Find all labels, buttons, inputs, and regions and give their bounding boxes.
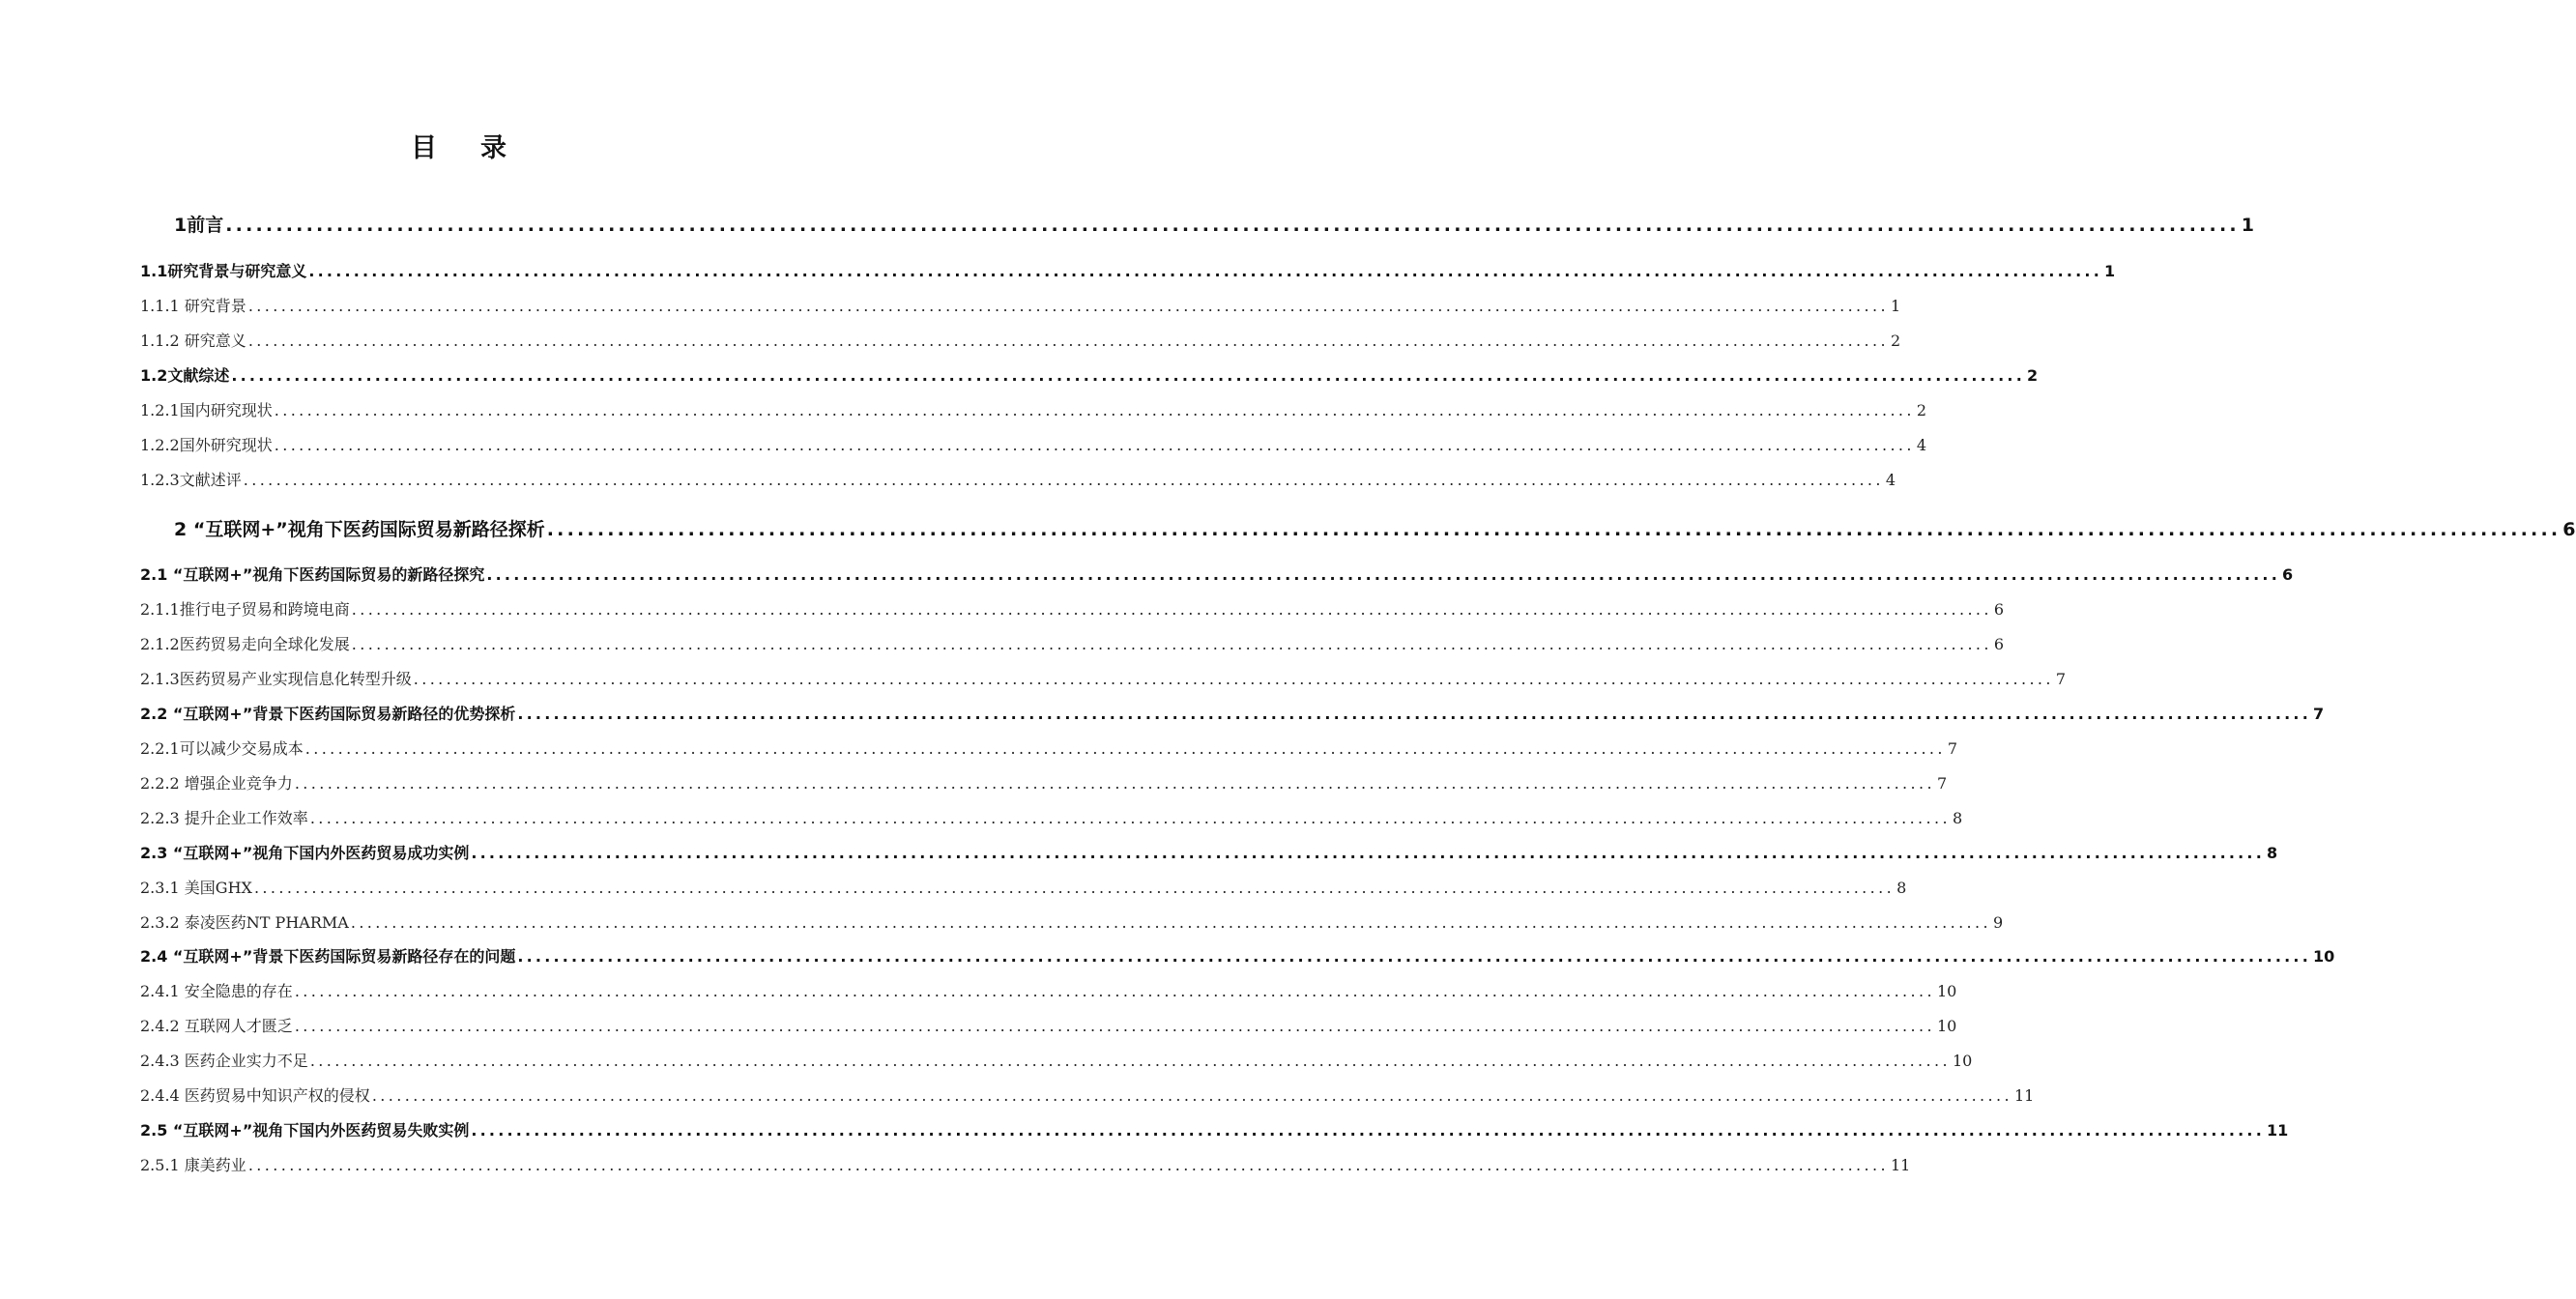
toc-entry[interactable] [140,398,1927,420]
toc-entry[interactable] [140,294,1901,316]
toc-entry-page: 11 [2014,1086,2035,1105]
toc-entry-page: 7 [2055,670,2067,688]
toc-entry-page: 11 [1891,1156,1911,1174]
toc-leader-dots: ........................................................................................................................................................................................................ [274,401,1915,419]
toc-entry[interactable] [140,597,2005,620]
toc-entry-page: 6 [2281,565,2294,584]
toc-entry[interactable] [140,1014,1957,1036]
toc-entry-label: 2.4.4 医药贸易中知识产权的侵权 [140,1086,370,1105]
toc-leader-dots: ........................................................................................................................................................................................................ [247,332,1889,350]
toc-leader-dots: ........................................................................................................................................................................................................ [274,436,1915,454]
toc-leader-dots: ........................................................................................................................................................................................................ [247,297,1889,315]
toc-entry-label: 2.4 “互联网+”背景下医药国际贸易新路径存在的问题 [140,947,516,966]
toc-entry-page: 6 [1993,635,2005,653]
toc-entry[interactable] [140,259,2116,281]
toc-entry-page: 7 [2312,705,2325,723]
toc-entry-page: 6 [1993,600,2005,619]
toc-leader-dots: ........................................................................................................................................................................................................ [304,739,1946,758]
toc-entry[interactable] [140,841,2278,863]
toc-leader-dots: ........................................................................................................................................................................................................ [371,1086,2012,1105]
toc-entry-page: 1 [2103,262,2116,280]
toc-entry[interactable] [140,632,2005,654]
toc-leader-dots: ........................................................................................................................................................................................................ [247,1156,1889,1174]
toc-entry-label: 1.1.2 研究意义 [140,332,246,350]
toc-entry-label: 2.2.3 提升企业工作效率 [140,809,308,827]
toc-entry-page: 4 [1916,436,1927,454]
toc-entry-page: 7 [1947,739,1958,758]
toc-entry-label: 1.1研究背景与研究意义 [140,262,307,280]
toc-entry-label: 2.3.1 美国GHX [140,879,252,897]
toc-entry-page: 8 [2266,844,2278,862]
toc-leader-dots: ........................................................................................................................................................................................................ [546,519,2562,540]
toc-entry-label: 1.2.2国外研究现状 [140,436,273,454]
toc-entry-label: 1.2.1国内研究现状 [140,401,273,419]
toc-entry-page: 10 [1953,1052,1973,1070]
page-title-right: 录 [480,133,507,163]
toc-leader-dots: ........................................................................................................................................................................................................ [351,635,1992,653]
toc-entry-label: 2.2.2 增强企业竞争力 [140,774,293,793]
toc-leader-dots: ........................................................................................................................................................................................................ [471,1121,2265,1140]
toc-leader-dots: ........................................................................................................................................................................................................ [243,471,1884,489]
toc-entry[interactable] [140,468,1896,490]
toc-entry[interactable] [174,515,2576,541]
toc-leader-dots: ........................................................................................................................................................................................................ [309,809,1951,827]
toc-entry-page: 6 [2562,519,2576,540]
toc-entry[interactable] [140,563,2294,585]
toc-entry-label: 2.1 “互联网+”视角下医药国际贸易的新路径探究 [140,565,485,584]
toc-leader-dots: ........................................................................................................................................................................................................ [253,879,1896,897]
toc-entry-page: 1 [2241,215,2255,236]
toc-entry[interactable] [140,329,1901,351]
toc-leader-dots: ........................................................................................................................................................................................................ [351,600,1992,619]
toc-entry-label: 1.1.1 研究背景 [140,297,246,315]
toc-entry-label: 2.4.1 安全隐患的存在 [140,982,293,1000]
toc-leader-dots: ........................................................................................................................................................................................................ [309,1052,1951,1070]
toc-entry-label: 1前言 [174,215,224,236]
toc-leader-dots: ........................................................................................................................................................................................................ [294,982,1935,1000]
toc-entry[interactable] [140,363,2039,386]
toc-leader-dots: ........................................................................................................................................................................................................ [471,844,2265,862]
toc-entry[interactable] [140,771,1948,794]
toc-entry-label: 2.1.1推行电子贸易和跨境电商 [140,600,350,619]
toc-entry[interactable] [174,211,2255,237]
toc-entry-page: 11 [2266,1121,2289,1140]
toc-leader-dots: ........................................................................................................................................................................................................ [294,774,1935,793]
page-title-left: 目 [411,133,438,163]
toc-entry-page: 2 [1891,332,1901,350]
toc-leader-dots: ........................................................................................................................................................................................................ [517,947,2311,966]
toc-entry-label: 2.2.1可以减少交易成本 [140,739,304,758]
toc-entry-label: 2.5 “互联网+”视角下国内外医药贸易失败实例 [140,1121,470,1140]
toc-leader-dots: ........................................................................................................................................................................................................ [308,262,2102,280]
toc-entry-label: 2.4.2 互联网人才匮乏 [140,1017,293,1035]
toc-entry-label: 2 “互联网+”视角下医药国际贸易新路径探析 [174,519,545,540]
toc-entry-page: 9 [1993,913,2004,932]
toc-leader-dots: ........................................................................................................................................................................................................ [413,670,2054,688]
toc-entry-label: 2.4.3 医药企业实力不足 [140,1052,308,1070]
toc-leader-dots: ........................................................................................................................................................................................................ [486,565,2280,584]
toc-entry[interactable] [140,979,1957,1001]
toc-entry[interactable] [140,1118,2289,1140]
toc-entry-label: 1.2文献综述 [140,366,230,385]
toc-entry[interactable] [140,1153,1911,1175]
toc-entry-page: 10 [1937,1017,1957,1035]
toc-entry-page: 2 [1916,401,1927,419]
toc-entry[interactable] [140,910,2004,933]
toc-entry[interactable] [140,944,2335,967]
toc-entry[interactable] [140,702,2325,724]
toc-entry-label: 2.1.3医药贸易产业实现信息化转型升级 [140,670,412,688]
toc-entry-page: 7 [1937,774,1948,793]
toc-entry-label: 2.2 “互联网+”背景下医药国际贸易新路径的优势探析 [140,705,516,723]
toc-entry-page: 10 [2312,947,2335,966]
toc-leader-dots: ........................................................................................................................................................................................................ [350,913,1992,932]
toc-entry-label: 1.2.3文献述评 [140,471,242,489]
toc-entry-page: 1 [1891,297,1901,315]
toc-leader-dots: ........................................................................................................................................................................................................ [294,1017,1935,1035]
toc-entry[interactable] [140,1083,2035,1106]
toc-entry[interactable] [140,1049,1973,1071]
toc-entry-label: 2.5.1 康美药业 [140,1156,246,1174]
toc-entry[interactable] [140,736,1958,759]
toc-leader-dots: ........................................................................................................................................................................................................ [517,705,2311,723]
toc-leader-dots: ........................................................................................................................................................................................................ [231,366,2025,385]
toc-entry-label: 2.1.2医药贸易走向全球化发展 [140,635,350,653]
toc-entry[interactable] [140,667,2067,689]
toc-entry[interactable] [140,806,1963,828]
toc-entry-page: 8 [1896,879,1907,897]
toc-leader-dots: ........................................................................................................................................................................................................ [225,215,2240,236]
toc-entry[interactable] [140,876,1907,898]
toc-entry-page: 2 [2026,366,2039,385]
toc-entry-label: 2.3 “互联网+”视角下国内外医药贸易成功实例 [140,844,470,862]
toc-entry-label: 2.3.2 泰凌医药NT PHARMA [140,913,349,932]
toc-entry[interactable] [140,433,1927,455]
toc-entry-page: 8 [1953,809,1963,827]
toc-entry-page: 10 [1937,982,1957,1000]
toc-entry-page: 4 [1885,471,1896,489]
